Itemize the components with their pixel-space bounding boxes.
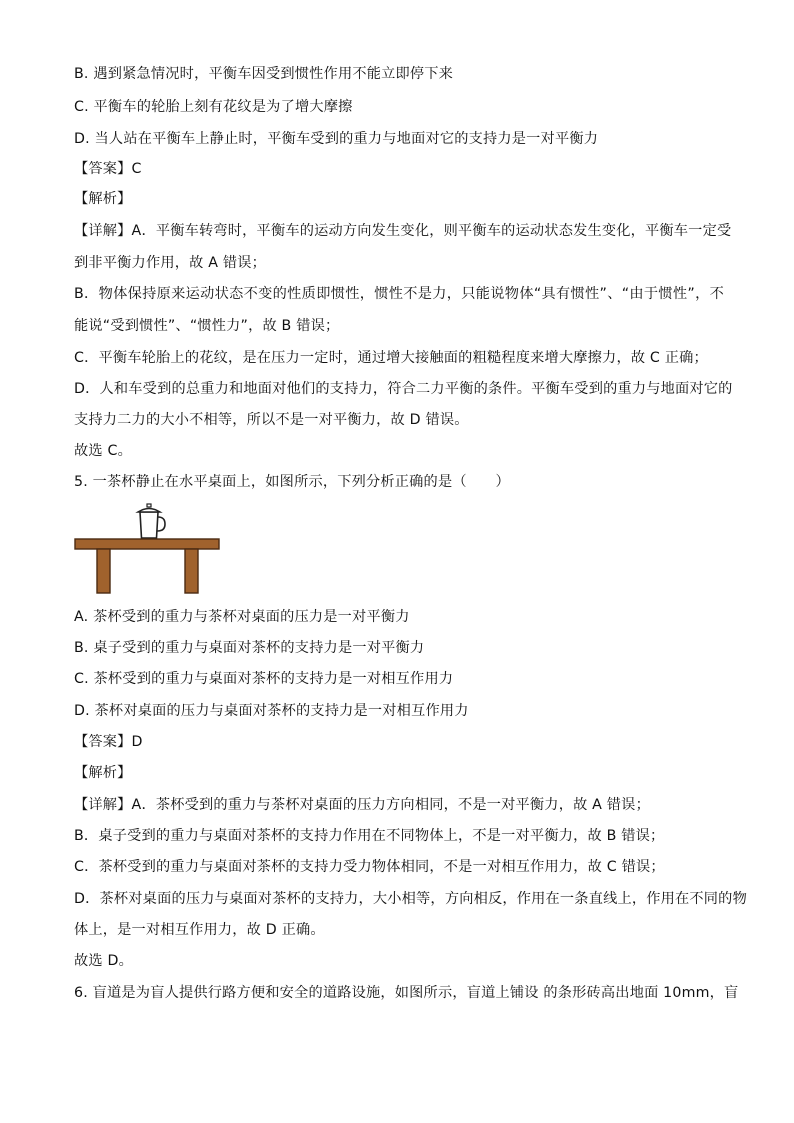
q5-detail-line-3: C．茶杯受到的重力与桌面对茶杯的支持力受力物体相同，不是一对相互作用力，故 C 错误； [74, 859, 665, 875]
wooden-table [75, 539, 219, 593]
q4-detail-line-2: 到非平衡力作用，故 A 错误； [74, 255, 266, 271]
q4-analysis-label: 【解析】 [74, 191, 132, 207]
q4-answer: 【答案】C [74, 161, 142, 177]
q4-option-c: C. 平衡车的轮胎上刻有花纹是为了增大摩擦 [74, 99, 353, 115]
q4-detail-line-5: C．平衡车轮胎上的花纹，是在压力一定时，通过增大接触面的粗糙程度来增大摩擦力，故 C 正确； [74, 350, 708, 366]
q4-conclusion: 故选 C。 [74, 443, 132, 459]
q4-detail-line-7: 支持力二力的大小不相等，所以不是一对平衡力，故 D 错误。 [74, 412, 469, 428]
q4-detail-line-4: 能说“受到惯性”、“惯性力”，故 B 错误； [74, 318, 340, 334]
cup-on-table-illustration [74, 503, 224, 595]
q5-stem: 5. 一茶杯静止在水平桌面上，如图所示，下列分析正确的是（ ） [74, 474, 510, 490]
q5-option-c: C. 茶杯受到的重力与桌面对茶杯的支持力是一对相互作用力 [74, 671, 454, 687]
q5-option-b: B. 桌子受到的重力与桌面对茶杯的支持力是一对平衡力 [74, 640, 425, 656]
tea-cup [138, 504, 165, 538]
q5-analysis-label: 【解析】 [74, 765, 132, 781]
q5-option-a: A. 茶杯受到的重力与茶杯对桌面的压力是一对平衡力 [74, 609, 410, 625]
q5-answer: 【答案】D [74, 734, 143, 750]
q6-stem: 6. 盲道是为盲人提供行路方便和安全的道路设施，如图所示，盲道上铺设 的条形砖高出地面 10mm，盲 [74, 985, 739, 1001]
q5-detail-line-5: 体上，是一对相互作用力，故 D 正确。 [74, 922, 325, 938]
q5-detail-line-1: 【详解】A．茶杯受到的重力与茶杯对桌面的压力方向相同，不是一对平衡力，故 A 错误； [74, 797, 650, 813]
q4-detail-line-6: D．人和车受到的总重力和地面对他们的支持力，符合二力平衡的条件。平衡车受到的重力与地面对它的 [74, 381, 733, 397]
q4-option-b: B. 遇到紧急情况时，平衡车因受到惯性作用不能立即停下来 [74, 66, 454, 82]
q4-detail-line-3: B．物体保持原来运动状态不变的性质即惯性，惯性不是力，只能说物体“具有惯性”、“由于惯性”，不 [74, 286, 724, 302]
q5-option-d: D. 茶杯对桌面的压力与桌面对茶杯的支持力是一对相互作用力 [74, 703, 469, 719]
q5-detail-line-4: D．茶杯对桌面的压力与桌面对茶杯的支持力，大小相等，方向相反，作用在一条直线上，作用在不同的物 [74, 891, 747, 907]
q4-option-d: D. 当人站在平衡车上静止时，平衡车受到的重力与地面对它的支持力是一对平衡力 [74, 131, 599, 147]
q5-detail-line-2: B．桌子受到的重力与桌面对茶杯的支持力作用在不同物体上，不是一对平衡力，故 B 错误； [74, 828, 665, 844]
cup-on-table-figure [74, 503, 224, 599]
q5-conclusion: 故选 D。 [74, 953, 133, 969]
q4-detail-line-1: 【详解】A．平衡车转弯时，平衡车的运动方向发生变化，则平衡车的运动状态发生变化，平衡车一定受 [74, 223, 732, 239]
